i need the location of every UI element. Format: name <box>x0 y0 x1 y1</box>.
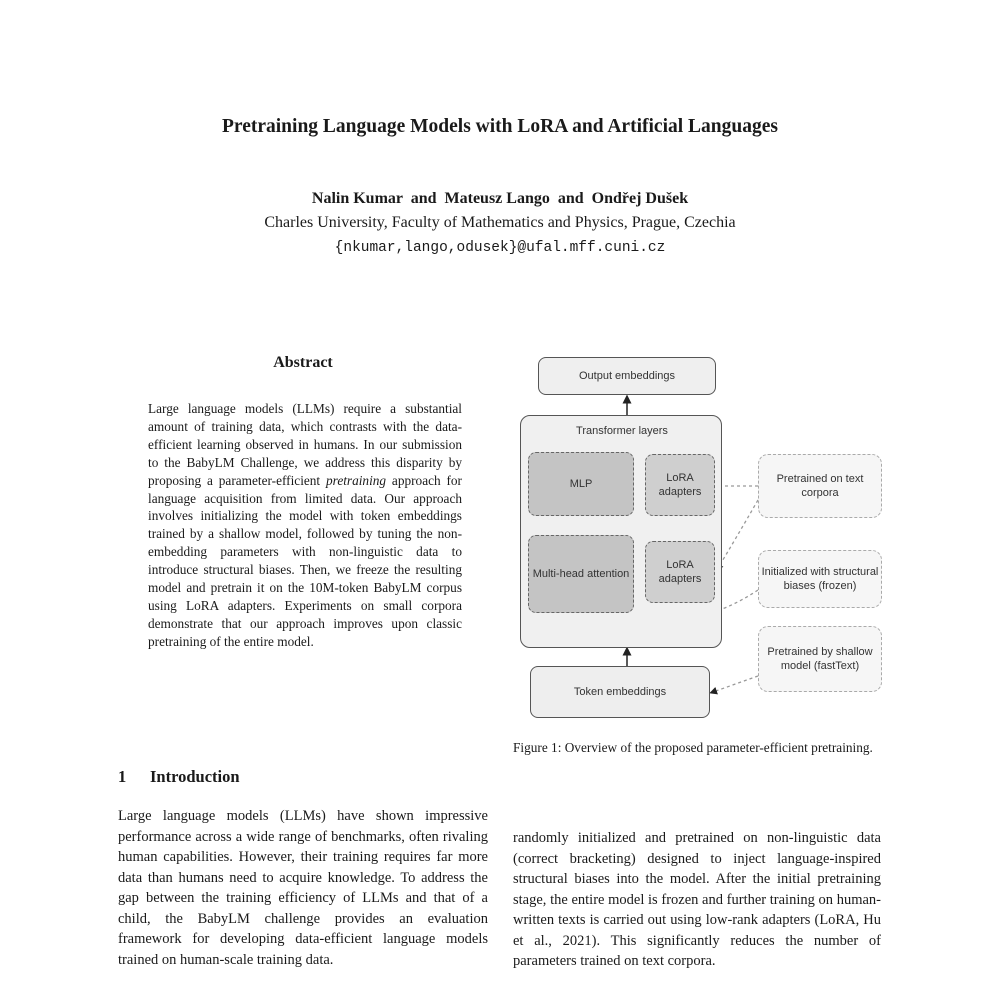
author-list: Nalin Kumar and Mateusz Lango and Ondřej Dušek <box>311 190 689 207</box>
figure-caption: Figure 1: Overview of the proposed parameter-efficient pretraining. <box>513 740 873 755</box>
transformer-layers-label: Transformer layers <box>576 425 668 437</box>
abstract-emphasis: pretraining <box>325 472 387 488</box>
output-embeddings-box: Output embeddings <box>538 357 716 395</box>
lora-adapters-box-top: LoRA adapters <box>645 454 715 516</box>
section-number: 1 <box>118 767 127 786</box>
arrow-note1-to-lora2 <box>718 500 758 568</box>
note-pretrained-text: Pretrained on text corpora <box>758 454 882 518</box>
intro-right-column: randomly initialized and pretrained on non-linguistic data (correct bracketing) designed to inject language-inspired structural biases into the model. After the initial pretraining stage, the entire model is frozen and further training on human-written texts is carried out using low-rank adapters (LoRA, Hu et al., 2021). This significantly reduces the number of parameters trained on text corpora. <box>513 830 881 969</box>
lora-adapters-box-bottom: LoRA adapters <box>645 541 715 603</box>
intro-left-column: Large language models (LLMs) have shown impressive performance across a wide range of benchmarks, often rivaling human capabilities. However, their training requires far more data than humans need to acquire knowledge. To address the gap between the training efficiency of LLMs and that of a child, the BabyLM challenge provides an evaluation framework for developing data-efficient language models trained on human-scale training data. <box>118 808 488 968</box>
affiliation: Charles University, Faculty of Mathematics and Physics, Prague, Czechia <box>264 214 736 231</box>
mlp-box: MLP <box>528 452 634 516</box>
abstract-text-part1: Large language models (LLMs) require a substantial amount of training data, which contrasts with the data-efficient learning observed in humans. In our submission to the BabyLM Challenge, we address this disparity by proposing a parameter-efficient <box>148 401 462 488</box>
note-structural-biases: Initialized with structural biases (frozen) <box>758 550 882 608</box>
abstract-text-part2: approach for language acquisition from limited data. Our approach involves initializing the model with token embeddings trained by a shallow model, followed by tuning the non-embedding parameters with non-linguistic data to introduce structural biases. Then, we freeze the resulting model and pretrain it on the 10M-token BabyLM corpus using LoRA adapters. Experiments on small corpora demonstrate that our approach improves upon classic pretraining of the entire model. <box>148 472 462 649</box>
multi-head-attention-box: Multi-head attention <box>528 535 634 613</box>
note-shallow-model: Pretrained by shallow model (fastText) <box>758 626 882 692</box>
author-email: {nkumar,lango,odusek}@ufal.mff.cuni.cz <box>334 240 666 256</box>
arrow-note3-to-embeddings <box>713 676 758 692</box>
abstract-heading: Abstract <box>273 354 333 371</box>
paper-title: Pretraining Language Models with LoRA and Artificial Languages <box>222 116 778 137</box>
token-embeddings-box: Token embeddings <box>530 666 710 718</box>
section-title: Introduction <box>150 767 240 786</box>
transformer-layers-box <box>520 415 722 648</box>
